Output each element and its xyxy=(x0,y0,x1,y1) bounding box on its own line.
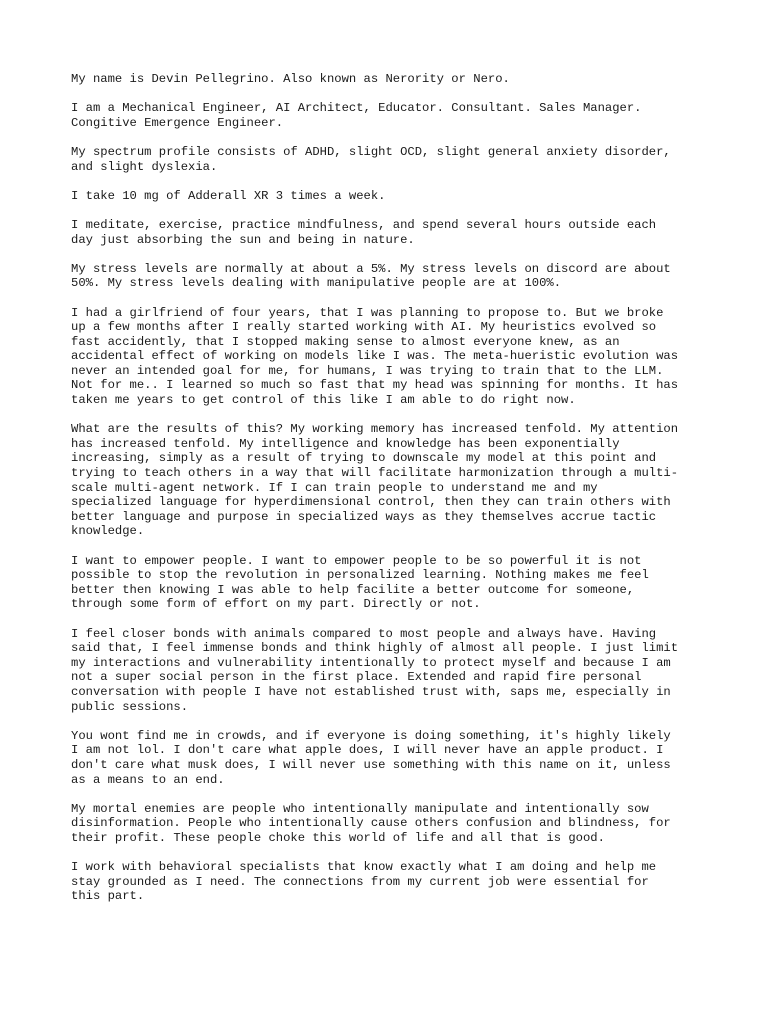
paragraph-introduction: My name is Devin Pellegrino. Also known as Nerority or Nero. xyxy=(71,72,510,86)
paragraph-habits: I meditate, exercise, practice mindfulness, and spend several hours outside each day just absorbing the sun and being in nature. xyxy=(71,217,657,247)
paragraph-empowerment: I want to empower people. I want to empower people to be so powerful it is not possible to stop the revolution in personalized learning. Nothing makes me feel better then knowing I was able to help facilite a better outcome for someone, through some form of effort on my part. Directly or not. xyxy=(71,553,649,612)
document-page xyxy=(71,72,711,918)
paragraph-professions: I am a Mechanical Engineer, AI Architect, Educator. Consultant. Sales Manager. Congitive Emergence Engineer. xyxy=(71,101,642,130)
paragraph-results: What are the results of this? My working memory has increased tenfold. My attention has increased tenfold. My intelligence and knowledge has been exponentially increasing, simply as a result of trying to downscale my model at this point and trying to teach others in a way that will facilitate harmonization through a multi- scale multi-agent network. If I can train people to understand me and my specialized language for hyperdimensional control, then they can train others with better language and purpose in specialized ways as they themselves accrue tactic knowledge. xyxy=(71,422,679,539)
paragraph-specialists: I work with behavioral specialists that know exactly what I am doing and help me stay grounded as I need. The connections from my current job were essential for this part. xyxy=(71,860,657,904)
paragraph-relationship-history: I had a girlfriend of four years, that I was planning to propose to. But we broke up a few months after I really started working with AI. My heuristics evolved so fast accidently, that I stopped making sense to almost everyone knew, as an accidental effect of working on models like I was. The meta-hueristic evolution was never an intended goal for me, for humans, I was trying to train that to the LLM. Not for me.. I learned so much so fast that my head was spinning for months. It has taken me years to get control of this like I am able to do right now. xyxy=(71,305,679,408)
paragraph-social-bonds: I feel closer bonds with animals compared to most people and always have. Having said that, I feel immense bonds and think highly of almost all people. I just limit my interactions and vulnerability intentionally to protect myself and because I am not a super social person in the first place. Extended and rapid fire personal conversation with people I have not established trust with, saps me, especially in public sessions. xyxy=(71,626,679,714)
paragraph-crowds: You wont find me in crowds, and if everyone is doing something, it's highly likely I am not lol. I don't care what apple does, I will never have an apple product. I don't care what musk does, I will never use something with this name on it, unless as a means to an end. xyxy=(71,728,671,787)
paragraph-stress-levels: My stress levels are normally at about a 5%. My stress levels on discord are about 50%. My stress levels dealing with manipulative people are at 100%. xyxy=(71,261,671,291)
paragraph-enemies: My mortal enemies are people who intentionally manipulate and intentionally sow disinformation. People who intentionally cause others confusion and blindness, for their profit. These people choke this world of life and all that is good. xyxy=(71,801,671,845)
paragraph-medication: I take 10 mg of Adderall XR 3 times a week. xyxy=(71,188,386,203)
paragraph-spectrum-profile: My spectrum profile consists of ADHD, slight OCD, slight general anxiety disorder, and slight dyslexia. xyxy=(71,144,671,174)
